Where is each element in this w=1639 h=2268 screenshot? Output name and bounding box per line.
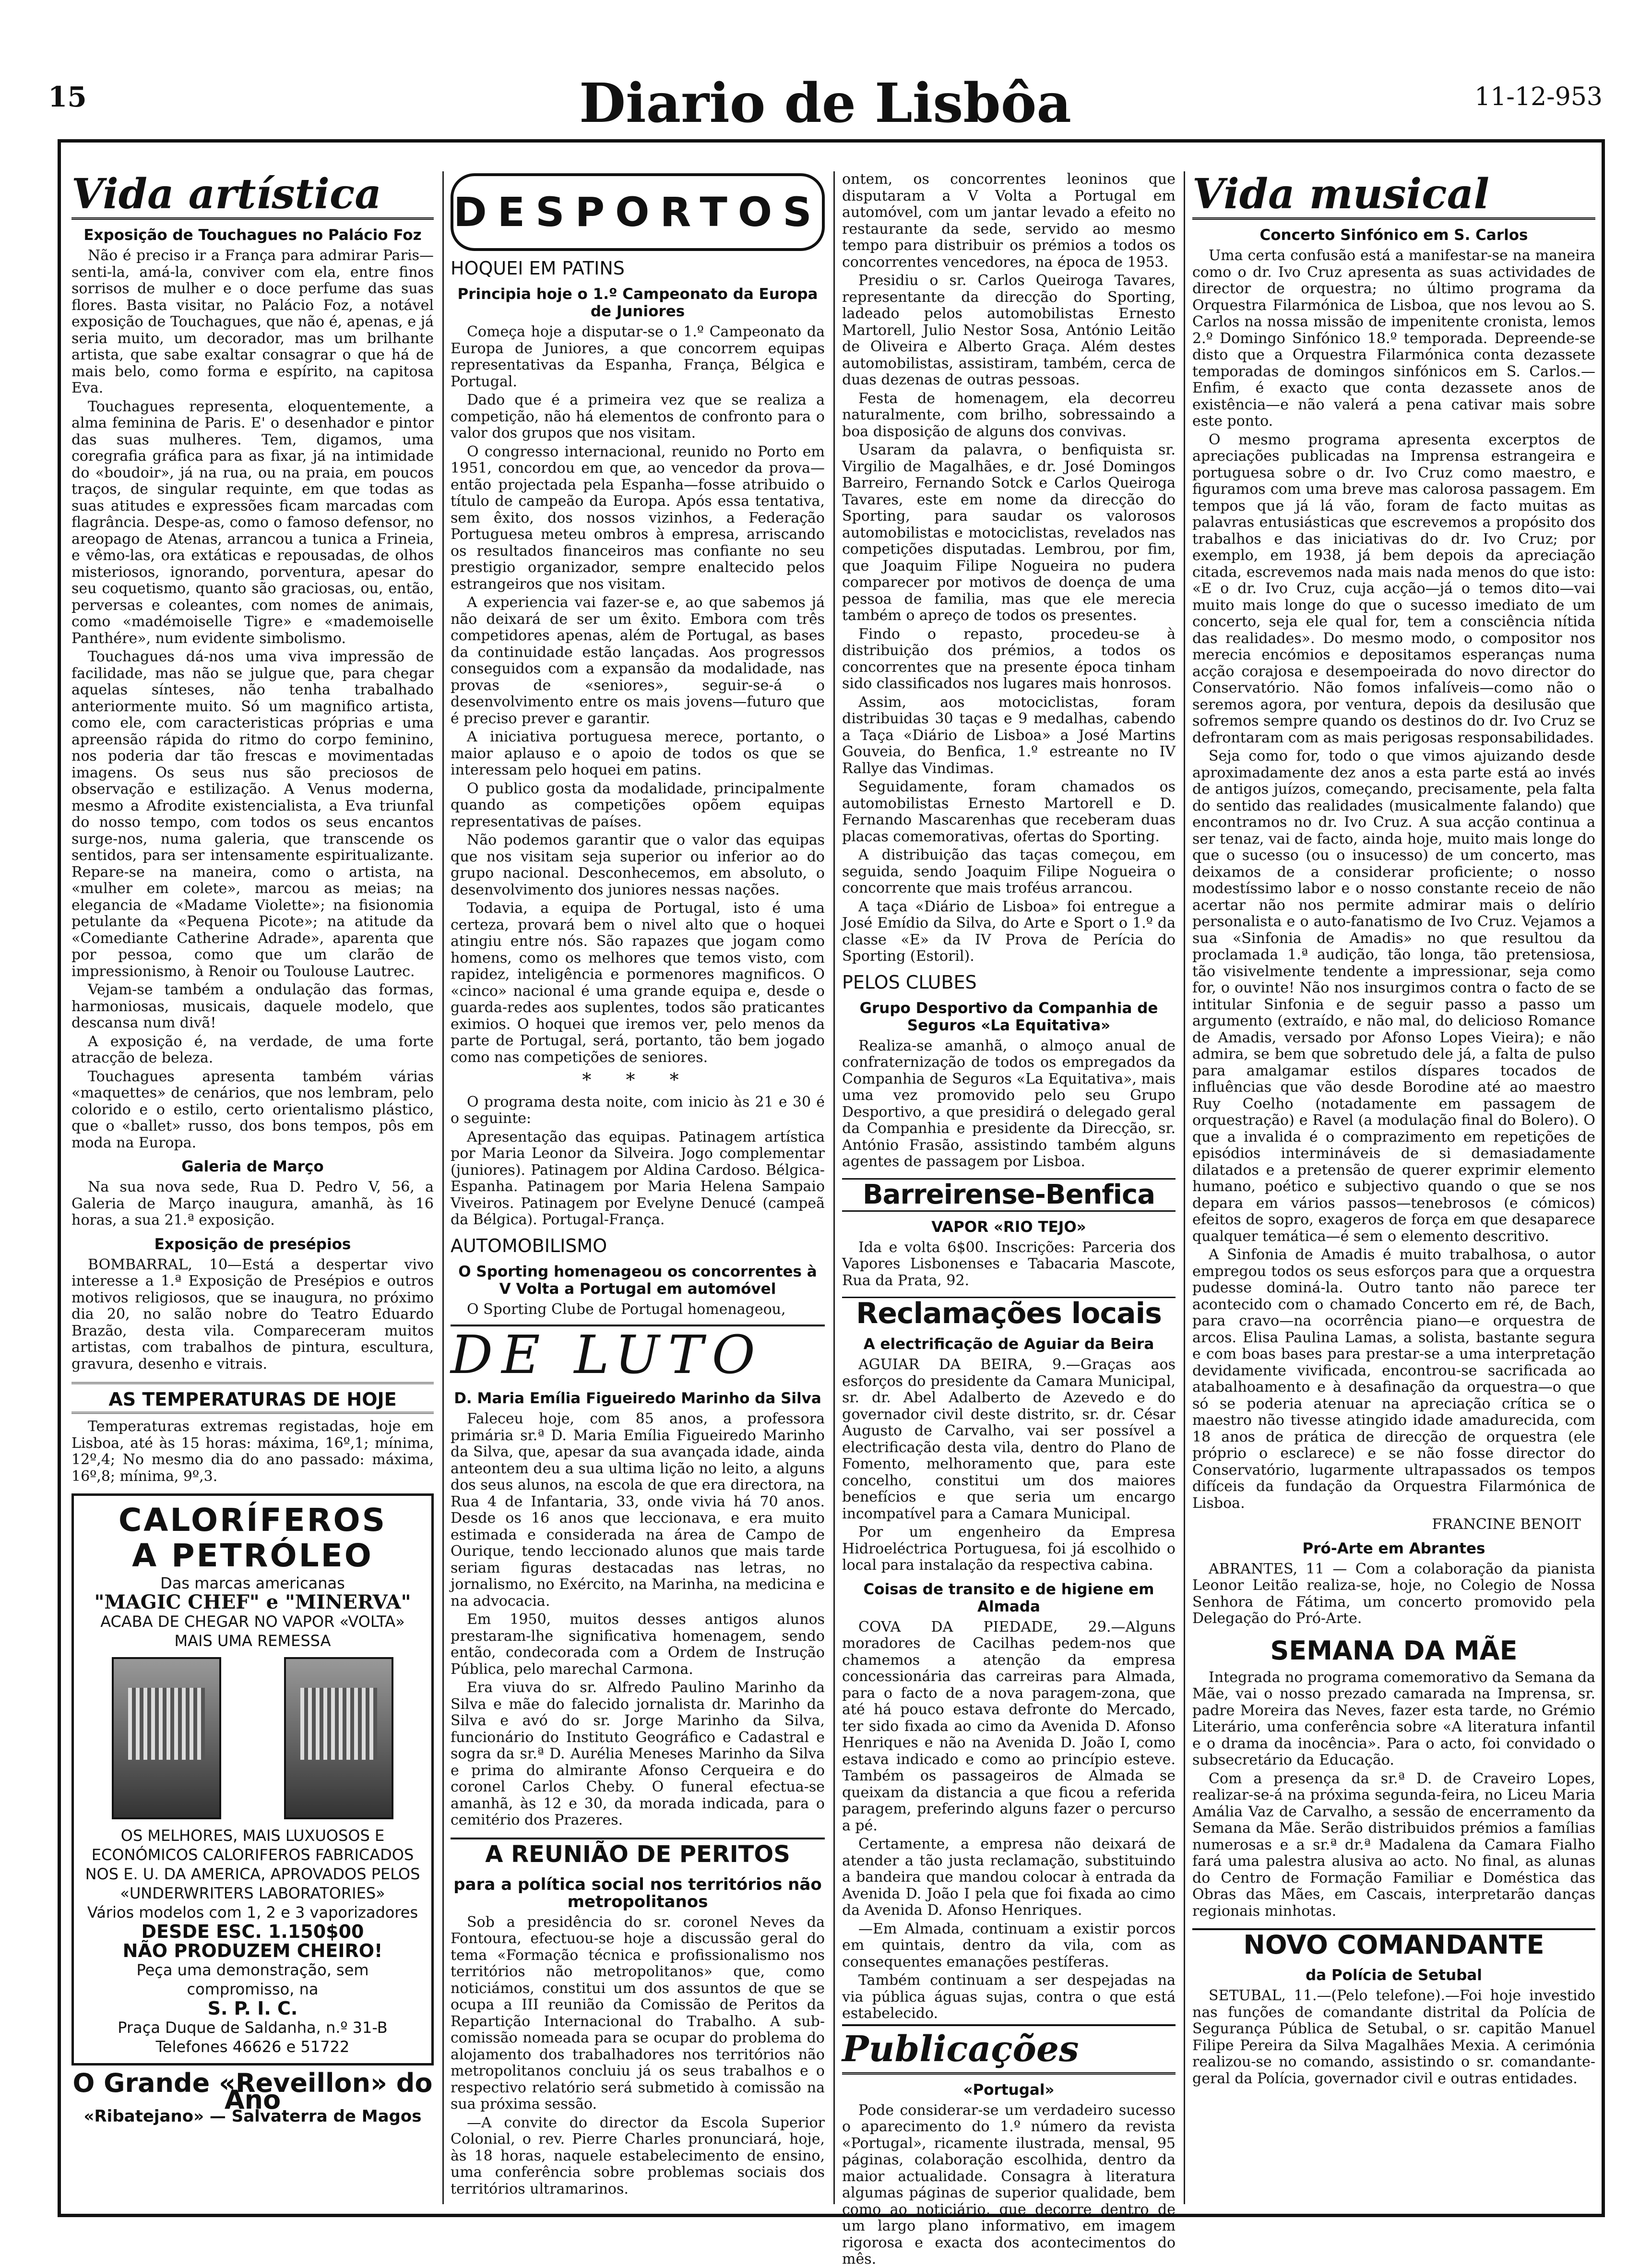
article-paragraph: —A convite do director da Escola Superior Colonial, o rev. Pierre Charles pronunciará, hoje, às 18 horas, naquele estabelecimento de ensino, uma conferência sobre problemas sociais dos territórios ultramarinos. [451, 2114, 825, 2197]
temperature-paragraph: Temperaturas extremas registadas, hoje em Lisboa, até às 15 horas: máxima, 16º,1; mínima, 12º,4; No mesmo dia do ano passado: máxima, 16º,8; mínima, 9º,3. [71, 1418, 434, 1485]
article-paragraph: Faleceu hoje, com 85 anos, a professora primária sr.ª D. Maria Emília Figueiredo Marinho da Silva, que, apesar da sua avançada idade, ainda anteontem deu a sua ultima lição no leito, a alguns dos seus alunos, na escola de que era directora, na Rua 4 de Infantaria, 33, onde vivia há 70 anos. Desde os 16 anos que leccionava, e era muito estimada e considerada na área de Campo de Ourique, tendo leccionado alunos que mais tarde seriam figuras destacadas nas letras, no jornalismo, no Exército, na Marinha, na medicina e na advocacia. [451, 1410, 825, 1610]
article-paragraph: Também continuam a ser despejadas na via pública águas sujas, contra o que está estabelecido. [842, 1972, 1176, 2022]
article-headline: «Portugal» [963, 2081, 1055, 2099]
article-paragraph: Realiza-se amanhã, o almoço anual de confraternização de todos os empregados da Companhia de Seguros «La Equitativa», mais uma vez promovido pelo seu Grupo Desportivo, a que presidirá o delegado geral da Companhia e presidente da Direcção, sr. António Frasão, assistindo também alguns agentes de passagem por Lisboa. [842, 1037, 1176, 1170]
page-frame [58, 139, 1605, 2268]
article-paragraph: A Sinfonia de Amadis é muito trabalhosa, o autor empregou todos os seus esforços para que a orquestra pudesse dominá-la. Outro tanto não parece ter acontecido com o chamado Concerto em ré, de Bach, para cravo—na ocorrência piano—e orquestra de arcos. Elisa Paulina Lamas, a solista, bastante segura e com boas bases para prestar-se a uma interpretação devidamente vivificada, encontrou-se sacrificada ao atabalhoamento e à desafinação da orquestra—o que só se poderia atenuar na apreciação crítica se o maestro não tivesse atingido idade amadurecida, com 18 anos de prática de direcção de orquestra (ele próprio o esclarece) e se não fosse director do Conservatório, lugarmente ultrapassados os tempos difíceis da fundação da Orquestra Filarmónica de Lisboa. [1192, 1246, 1595, 1512]
article-paragraph: Findo o repasto, procedeu-se à distribuição dos prémios, a todos os concorrentes que na presente época tinham sido classificados nos lugares mais honrosos. [842, 625, 1176, 692]
ad-text: Das marcas americanas [160, 1574, 345, 1592]
article-paragraph: Começa hoje a disputar-se o 1.º Campeonato da Europa de Juniores, a que concorrem equipas representativas da Espanha, França, Bélgica e Portugal. [451, 323, 825, 390]
article-paragraph: A taça «Diário de Lisboa» foi entregue a José Emídio da Silva, do Arte e Sport o 1.º da classe «E» da IV Prova de Perícia do Sporting (Estoril). [842, 898, 1176, 965]
article-paragraph: Pode considerar-se um verdadeiro sucesso o aparecimento do 1.º número da revista «Portugal», ricamente ilustrada, mensal, 95 páginas, colaboração escolhida, dentro da maior actualidade. Consagra à literatura algumas páginas de superior qualidade, bem como ao noticiário, que decorre dentro de um largo plano informativo, em imagem rigorosa e exacta dos acontecimentos do mês. [842, 2101, 1176, 2268]
ad-brands: "MAGIC CHEF" e "MINERVA" [94, 1591, 411, 1613]
article-paragraph: A exposição é, na verdade, de uma forte atracção de beleza. [71, 1033, 434, 1066]
article-paragraph: Na sua nova sede, Rua D. Pedro V, 56, a Galeria de Março inaugura, amanhã, às 16 horas, a sua 21.ª exposição. [71, 1179, 434, 1229]
article-paragraph: Com a presença da sr.ª D. de Craveiro Lopes, realizar-se-á na próxima segunda-feira, no Liceu Maria Amália Vaz de Carvalho, a sessão de encerramento da Semana da Mãe. Serão distribuidos prémios a famílias numerosas e a sr.ª dr.ª Madalena da Camara Fialho fará uma palestra alusiva ao acto. No final, as alunas do Centro de Formação Familiar e Doméstica das Obras das Mães, em Cascais, interpretarão danças regionais minhotas. [1192, 1770, 1595, 1920]
ad-price: DESDE ESC. 1.150$00 [141, 1921, 364, 1942]
article-headline: SEMANA DA MÃE [1270, 1635, 1518, 1666]
column-desportos [451, 171, 825, 2209]
article-paragraph: Uma certa confusão está a manifestar-se na maneira como o dr. Ivo Cruz apresenta as suas actividades de director de orquestra; no último programa da Orquestra Filarmónica de Lisboa, que nos levou ao S. Carlos na nossa missão de impenitente cronista, lemos 2.º Domingo Sinfónico 18.º temporada. Depreende-se disto que a Orquestra Filarmónica conta dezassete temporadas de domingos sinfónicos em S. Carlos.—Enfim, é exacto que conta dezassete anos de existência—e não valerá a pena cativar mais sobre este ponto. [1192, 247, 1595, 430]
article-paragraph: Sob a presidência do sr. coronel Neves da Fontoura, efectuou-se hoje a discussão geral do tema «Formação técnica e profissionalismo nos territórios não metropolitanos» que, como noticiámos, constitui um dos assuntos de que se ocupa a III reunião da Comissão de Peritos da Repartição Internacional do Trabalho. A sub-comissão nomeada para se ocupar do problema do alojamento dos trabalhadores nos territórios não metropolitanos concluiu já os seus trabalhos e o respectivo relatório será submetido à comissão na sua próxima sessão. [451, 1913, 825, 2113]
article-subheadline: para a política social nos territórios não metropolitanos [453, 1874, 822, 1911]
ad-text: Vários modelos com 1, 2 e 3 vaporizadores [87, 1903, 418, 1922]
column-rule [442, 171, 444, 2204]
article-headline: Grupo Desportivo da Companhia de Seguros «La Equitativa» [859, 999, 1158, 1034]
article-paragraph: A iniciativa portuguesa merece, portanto, o maior aplauso e o apoio de todos os que se interessam pelo hoquei em patins. [451, 728, 825, 778]
article-paragraph: Assim, aos motociclistas, foram distribuidas 30 taças e 9 medalhas, cabendo a Taça «Diário de Lisboa» a José Martins Gouveia, do Benfica, 1.º estreante no IV Rallye das Vindimas. [842, 693, 1176, 777]
issue-date: 11-12-953 [1474, 83, 1603, 111]
reveillon-subline: «Ribatejano» — Salvaterra de Magos [83, 2107, 422, 2126]
article-paragraph: A distribuição das taças começou, em seguida, sendo Joaquim Filipe Nogueira o concorrente que mais troféus arrancou. [842, 847, 1176, 896]
article-paragraph: Certamente, a empresa não deixará de atender a tão justa reclamação, substituindo a bandeira que mandou colocar à entrada da Avenida D. João I pela que foi fixada ao cimo da Avenida D. Afonso Henriques. [842, 1836, 1176, 1919]
ad-headline: CALORÍFEROS [118, 1502, 387, 1539]
ad-slogan: NÃO PRODUZEM CHEIRO! [122, 1940, 383, 1961]
article-paragraph: Não podemos garantir que o valor das equipas que nos visitam seja superior ou inferior ao do grupo nacional. Desconhecemos, em absoluto, o desenvolvimento dos juniores nessas nações. [451, 832, 825, 898]
article-headline: A electrificação de Aguiar da Beira [863, 1336, 1154, 1353]
article-headline: Concerto Sinfónico em S. Carlos [1259, 227, 1528, 244]
article-paragraph: Integrada no programa comemorativo da Semana da Mãe, vai o nosso prezado camarada na Imprensa, sr. padre Moreira das Neves, fazer esta tarde, no Grémio Literário, uma conferência sobre «A literatura infantil e o drama da inocência». Para o acto, foi convidado o subsecretário da Educação. [1192, 1669, 1595, 1768]
article-headline: Exposição de Touchagues no Palácio Foz [83, 227, 422, 244]
column-vida-artistica [71, 171, 434, 2209]
article-paragraph: AGUIAR DA BEIRA, 9.—Graças aos esforços do presidente da Camara Municipal, sr. dr. Abel Adalberto de Azevedo e do governador civil deste distrito, sr. dr. César Augusto de Carvalho, vai ser possível a electrificação desta vila, dentro do Plano de Fomento, melhoramento que, para este concelho, constitui um dos maiores benefícios e que seria um encargo incompatível para a Camara Municipal. [842, 1356, 1176, 1522]
heater-image [112, 1657, 221, 1819]
article-paragraph: SETUBAL, 11.—(Pelo telefone).—Foi hoje investido nas funções de comandante distrital da Polícia de Segurança Pública de Setubal, o sr. capitão Manuel Filipe Pereira da Silva Magalhães Mexia. A cerimónia realizou-se no comando, assistindo o sr. comandante-geral da Polícia, governador civil e outras entidades. [1192, 1987, 1595, 2087]
article-headline: A REUNIÃO DE PERITOS [451, 1838, 825, 1869]
article-paragraph: Em 1950, muitos desses antigos alunos prestaram-lhe significativa homenagem, sendo então, condecorada com a Ordem de Instrução Pública, pelo marechal Carmona. [451, 1611, 825, 1678]
column-rule [1184, 171, 1185, 2204]
article-paragraph: Touchagues apresenta também várias «maquettes» de cenários, que nos lembram, pelo colorido e o estilo, certo orientalismo plástico, que o «ballet» russo, dos bons tempos, pôs em moda na Europa. [71, 1068, 434, 1151]
article-paragraph: ontem, os concorrentes leoninos que disputaram a V Volta a Portugal em automóvel, com um jantar levado a efeito no restaurante da sede, servido ao mesmo tempo para distribuir os prémios a todos os concorrentes vencedores, na época de 1953. [842, 171, 1176, 271]
article-paragraph: COVA DA PIEDADE, 29.—Alguns moradores de Cacilhas pedem-nos que chamemos a atenção da empresa concessionária das carreiras para Almada, para o facto de a nova paragem-zona, que até há pouco estava defronte do Mercado, ter sido fixada ao cimo da Avenida D. Afonso Henriques e não na Avenida D. João I, como estava indicado e como ao princípio esteve. Também os passageiros de Almada se queixam da distancia a que ficou a referida paragem, preferindo alguns fazer o percurso a pé. [842, 1618, 1176, 1834]
article-paragraph: Era viuva do sr. Alfredo Paulino Marinho da Silva e mãe do falecido jornalista dr. Marinho da Silva e avó do sr. Jorge Marinho da Silva, funcionário do Instituto Geográfico e Cadastral e sogra da sr.ª D. Aurélia Meneses Marinho da Silva e prima do almirante Afonso Cerqueira e do coronel Carlos Cheby. O funeral efectua-se amanhã, às 12 e 30, da morada indicada, para o cemitério dos Prazeres. [451, 1679, 825, 1828]
article-paragraph: Usaram da palavra, o benfiquista sr. Virgilio de Magalhães, e dr. José Domingos Barreiro, Fernando Sotck e Carlos Queiroga Tavares, este em nome da direcção do Sporting, para saudar os valorosos automobilistas e motociclistas, revelados nas competições disputadas. Lembrou, por fim, que Joaquim Filipe Nogueira no pudera comparecer por motivos de doença de uma pessoa de familia, mas que ele merecia também o apreço de todos os presentes. [842, 442, 1176, 624]
section-headline: Reclamações locais [842, 1297, 1176, 1329]
ad-address: Praça Duque de Saldanha, n.º 31-B Telefones 46626 e 51722 [118, 2018, 388, 2056]
article-paragraph: BOMBARRAL, 10—Está a despertar vivo interesse a 1.ª Exposição de Presépios e outros motivos religiosos, que se inaugura, no próximo dia 20, no salão nobre do Teatro Eduardo Brazão, desta vila. Compareceram muitos artistas, com trabalhos de pintura, escultura, gravura, desenho e vitrais. [71, 1256, 434, 1373]
article-paragraph: Não é preciso ir a França para admirar Paris—senti-la, amá-la, conviver com ela, entre finos sorrisos de mulher e o doce perfume das suas flores. Basta visitar, no Palácio Foz, a notável exposição de Touchagues, que não é, apenas, e já seria muito, um decorador, mas um brilhante artista, que sabe exaltar consagrar o que há de mais belo, como forma e espírito, na capitosa Eva. [71, 247, 434, 396]
article-paragraph: Seja como for, todo o que vimos ajuizando desde aproximadamente dez anos a esta parte está ao invés de antigos juízos, começando, precisamente, pela falta do sentido das realidades (musicalmente falando) que encontramos no dr. Ivo Cruz. A sua acção continua a ser tenaz, vai de facto, ainda hoje, muito mais longe do que o sucesso (ou o insucesso) de um concerto, mas deixamos de a considerar proficiente; o nosso modestíssimo labor e o nosso constante receio de não acertar não nos permite admirar mais o delírio personalista e o auto-fanatismo de Ivo Cruz. Vejamos a sua «Sinfonia de Amadis» no que resultou da proclamada 1.ª audição, tão longa, tão pretensiosa, tão visivelmente tendente a impressionar, seja como for, o ouvinte! Não nos insurgimos contra o facto de se intitular Sinfonia e de seguir passo a passo um argumento (extraído, e não mal, do delicioso Romance de Amadis, versado por Afonso Lopes Vieira); e não admira, se bem que sobretudo dele já, a falta de pulso para amalgamar estilos díspares tocados de influências que vão desde Borodine até ao maestro Ruy Coelho (notadamente em passagem de orquestração) e Ravel (a modulação final do Bolero). O que a invalida é o comprazimento em repetições de episódios intermináveis de si demasiadamente dilatados e a pretensão de querer exprimir elemento humano, poético e subjectivo quando o que se nos depara em vários passos—tenebrosos (e cómicos) efeitos de sopro, exageros de força em que desaparece qualquer temática—é sem o elemento descritivo. [1192, 748, 1595, 1245]
heater-image [284, 1657, 393, 1819]
ad-text: Peça uma demonstração, sem compromisso, na [136, 1961, 369, 1998]
ad-text: OS MELHORES, MAIS LUXUOSOS E ECONÓMICOS CALORIFEROS FABRICADOS NOS E. U. DA AMERICA, APROVADOS PELOS «UNDERWRITERS LABORATORIES» [85, 1826, 420, 1902]
article-paragraph: Todavia, a equipa de Portugal, isto é uma certeza, provará bem o nivel alto que o hoquei atingiu entre nós. São rapazes que jogam como homens, como os melhores que temos visto, com rapidez, inteligência e pormenores magnificos. O «cinco» nacional é uma grande equipa e, desde o guarda-redes aos suplentes, todos são praticantes eximios. O hoquei que iremos ver, pelo menos da parte de Portugal, será, portanto, tão bem jogado como nas competições de seniores. [451, 900, 825, 1066]
page-number: 15 [48, 81, 87, 113]
article-subheadline: da Polícia de Setubal [1306, 1967, 1482, 1984]
article-paragraph: —Em Almada, continuam a existir porcos em quintais, dentro da vila, com as consequentes emanações pestíferas. [842, 1920, 1176, 1970]
article-headline: Barreirense-Benfica [842, 1178, 1176, 1212]
article-paragraph: O Sporting Clube de Portugal homenageou, [467, 1301, 786, 1318]
author-signature: FRANCINE BENOIT [1432, 1516, 1581, 1533]
article-paragraph: Vejam-se também a ondulação das formas, harmoniosas, musicais, daquele modelo, que descansa num divã! [71, 981, 434, 1031]
article-paragraph: Por um engenheiro da Empresa Hidroeléctrica Portuguesa, foi já escolhido o local para instalação da respectiva cabina. [842, 1524, 1176, 1574]
heater-advertisement [71, 1493, 434, 2065]
ad-firm: S. P. I. C. [207, 1998, 298, 2019]
section-title: Publicações [842, 2024, 1176, 2075]
column-vida-musical [1192, 171, 1595, 2209]
rubric-label: AUTOMOBILISMO [451, 1235, 607, 1256]
heater-illustrations [81, 1657, 425, 1819]
temperature-box [71, 1382, 434, 1414]
article-paragraph: O congresso internacional, reunido no Porto em 1951, concordou em que, ao vencedor da prova—então projectada pela Espanha—fosse atribuido o título de campeão da Europa. Após essa tentativa, sem êxito, dos nossos vizinhos, a Federação Portuguesa meteu ombros à empresa, arriscando os resultados financeiros mas confiante no seu prestigio organizador, sempre enaltecido pelos estrangeiros que nos visitam. [451, 443, 825, 593]
column-sport-and-local [842, 171, 1176, 2268]
article-headline: Coisas de transito e de higiene em Almada [863, 1580, 1154, 1615]
article-paragraph: Seguidamente, foram chamados os automobilistas Ernesto Martorell e D. Fernando Mascarenhas que receberam duas placas comemorativas, ofertas do Sporting. [842, 778, 1176, 845]
article-headline: D. Maria Emília Figueiredo Marinho da Silva [454, 1390, 821, 1407]
article-subheadline: VAPOR «RIO TEJO» [931, 1218, 1086, 1236]
desportos-banner: DESPORTOS [451, 173, 825, 251]
article-paragraph: Festa de homenagem, ela decorreu naturalmente, com brilho, sobressaindo a boa disposição de alguns dos convivas. [842, 390, 1176, 440]
temperature-headline: AS TEMPERATURAS DE HOJE [108, 1389, 397, 1410]
ad-text: ACABA DE CHEGAR NO VAPOR «VOLTA» MAIS UMA REMESSA [100, 1612, 405, 1650]
section-title: Vida musical [1192, 171, 1595, 220]
rubric-label: PELOS CLUBES [842, 971, 977, 993]
article-headline: Principia hoje o 1.º Campeonato da Europa de Juniores [457, 286, 818, 320]
masthead [38, 72, 1612, 144]
article-paragraph: ABRANTES, 11 — Com a colaboração da pianista Leonor Leitão realiza-se, hoje, no Colegio de Nossa Senhora de Fátima, um concerto promovido pela Delegação do Pró-Arte. [1192, 1560, 1595, 1627]
rubric-label: HOQUEI EM PATINS [451, 258, 625, 279]
article-paragraph: Touchagues representa, eloquentemente, a alma feminina de Paris. E' o desenhador e pintor das suas mulheres. Tem, digamos, uma coregrafia gráfica para as fixar, já na intimidade do «boudoir», já na rua, ou na praia, em poucos traços, de singular requinte, em que todas as suas atitudes e expressões ficam marcadas com flagrância. Despe-as, como o famoso defensor, no areopago de Atenas, arrancou a tunica a Frineia, e vêmo-las, ora extáticas e repousadas, de olhos misteriosos, ignorando, porventura, apesar do seu coquetismo, quanto são graciosas, ou, então, perversas e coleantes, com nomes de animais, como «madémoiselle Tigre» e «mademoiselle Panthére», num evidente simbolismo. [71, 398, 434, 647]
article-paragraph: O mesmo programa apresenta excerptos de apreciações publicadas na Imprensa estrangeira e portuguesa sobre o dr. Ivo Cruz como maestro, e figuramos com uma breve mas calorosa passagem. Em tempos que já lá vão, foram de facto muitas as palavras entusiásticas que escrevemos a propósito dos trabalhos e das iniciativas do dr. Ivo Cruz; por exemplo, em 1938, já bem depois da apreciação citada, escrevemos nada mais nada menos do que isto: «E o dr. Ivo Cruz, cuja acção—já o temos dito—vai muito mais longe do que o sucesso imediato de um concerto, seja ele qual for, tem a consciência nítida das realidades». Do mesmo modo, o compositor nos merecia encómios e depositamos esperanças numa acção corajosa e desempoeirada do novo director do Conservatório. Não fomos infalíveis—como não o seremos agora, por ventura, depois da desilusão que sofremos sempre quando os destinos do dr. Ivo Cruz se defrontaram com as mais perigosas responsabilidades. [1192, 431, 1595, 746]
separator-stars: * * * [582, 1069, 693, 1090]
article-paragraph: O publico gosta da modalidade, principalmente quando as competições opõem equipas representativas de países. [451, 780, 825, 830]
article-paragraph: Apresentação das equipas. Patinagem artística por Maria Leonor da Silveira. Jogo complementar (juniores). Patinagem por Aldina Cardoso. Bélgica-Espanha. Patinagem por Maria Helena Sampaio Viveiros. Patinagem por Evelyne Denucé (campeã da Bélgica). Portugal-França. [451, 1128, 825, 1228]
article-headline: Exposição de presépios [154, 1235, 351, 1253]
section-title: Vida artística [71, 171, 434, 220]
article-paragraph: O programa desta noite, com inicio às 21 e 30 é o seguinte: [451, 1093, 825, 1127]
article-headline: Pró-Arte em Abrantes [1302, 1540, 1485, 1557]
newspaper-title: Diario de Lisbôa [579, 72, 1071, 135]
article-paragraph: Ida e volta 6$00. Inscrições: Parceria dos Vapores Lisbonenses e Tabacaria Mascote, Rua da Prata, 92. [842, 1239, 1176, 1289]
ad-headline: A PETRÓLEO [132, 1537, 373, 1574]
column-rule [833, 171, 835, 2204]
article-paragraph: A experiencia vai fazer-se e, ao que sabemos já não deixará de ser um êxito. Embora com três competidores apenas, além de Portugal, as bases da continuidade estão lançadas. Aos progressos conseguidos com a expansão da modalidade, nas provas de «seniores», seguir-se-á o desenvolvimento entre os mais jovens—futuro que é preciso prever e garantir. [451, 594, 825, 727]
article-headline: O Sporting homenageou os concorrentes à V Volta a Portugal em automóvel [458, 1263, 817, 1298]
article-paragraph: Dado que é a primeira vez que se realiza a competição, não há elementos de confronto para o valor dos grupos que nos visitam. [451, 392, 825, 442]
article-headline: Galeria de Março [181, 1158, 324, 1175]
article-paragraph: Presidiu o sr. Carlos Queiroga Tavares, representante da direcção do Sporting, ladeado pelos automobilistas Ernesto Martorell, Julio Nestor Sosa, António Leitão de Oliveira e Alberto Graça. Além destes automobilistas, assistiram, também, cerca de duas dezenas de outras pessoas. [842, 272, 1176, 388]
article-headline: NOVO COMANDANTE [1192, 1928, 1595, 1960]
de-luto-heading: DE LUTO [451, 1325, 825, 1383]
article-paragraph: Touchagues dá-nos uma viva impressão de facilidade, mas não se julgue que, para chegar aquelas sínteses, não tenha trabalhado anteriormente muito. Só um magnifico artista, como ele, com caracteristicas próprias e uma apreensão rápida do ritmo do corpo feminino, nos poderia dar tão frescas e movimentadas imagens. Os seus nus são preciosos de observação e estilização. A Venus moderna, mesmo a Afrodite existencialista, a Eva triunfal do nosso tempo, com todos os seus encantos surge-nos, numa galeria, que transcende os sentidos, para ser intensamente espiritualizante. Repare-se na maneira, como o artista, na «mulher em colete», marcou as meias; na elegancia de «Madame Violette»; na fisionomia petulante da «Pequena Picote»; na atitude da «Comediante Catherine Adrade», aparenta que por pessoa, como que um clarão de impressionismo, à Renoir ou Toulouse Lautrec. [71, 648, 434, 980]
reveillon-headline: O Grande «Reveillon» do Ano [72, 2068, 433, 2115]
